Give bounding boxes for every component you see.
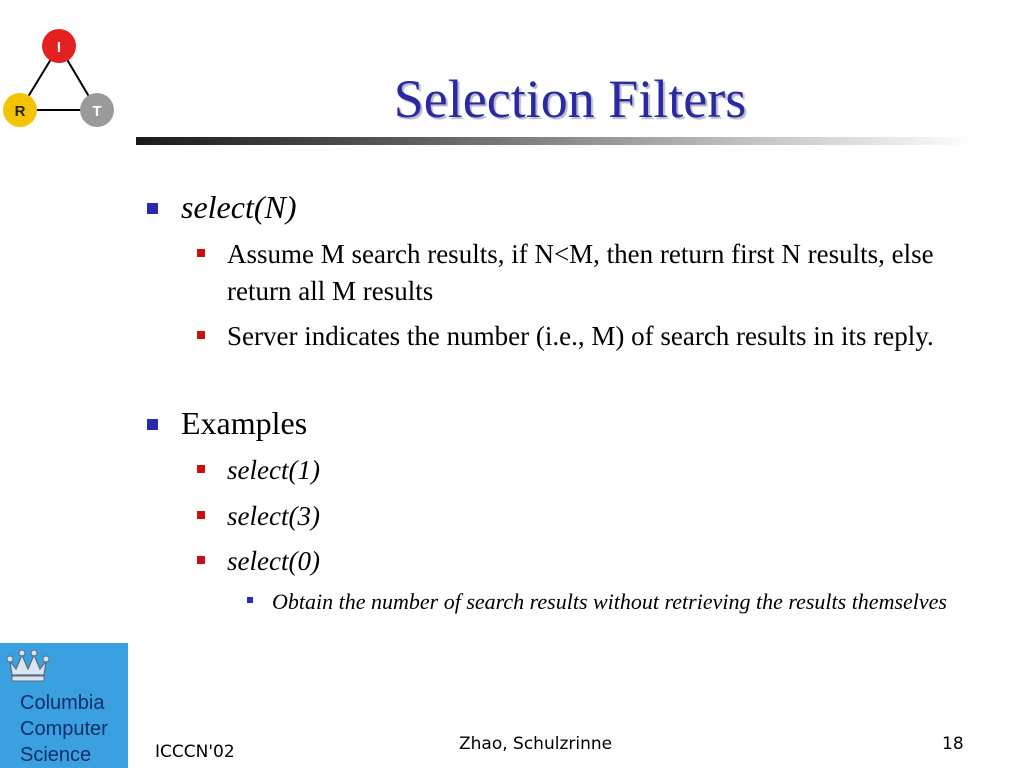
bullet-text: select(1) <box>227 455 320 485</box>
columbia-line: Science <box>20 744 92 766</box>
bullet-text: Examples <box>181 405 308 441</box>
logo-letter-r: R <box>14 103 26 120</box>
sub-bullet-select-1 <box>227 452 972 489</box>
bullet-marker <box>197 249 205 257</box>
bullet-marker <box>197 465 205 473</box>
bullet-marker <box>197 331 205 339</box>
bullet-text: Obtain the number of search results without retrieving the results themselves <box>272 589 947 614</box>
footer-authors: Zhao, Schulzrinne <box>459 734 613 754</box>
bullet-marker <box>147 419 158 430</box>
slide-title: Selection Filters <box>393 69 747 129</box>
columbia-line: Computer <box>20 718 108 740</box>
bullet-text: select(0) <box>227 546 320 576</box>
bullet-text: select(3) <box>227 501 320 531</box>
bullet-marker <box>197 556 205 564</box>
crown-icon <box>6 647 50 683</box>
footer-conference: ICCCN'02 <box>155 742 235 762</box>
columbia-logo <box>0 643 128 768</box>
sub-bullet-select-0 <box>227 543 972 580</box>
bullet-marker <box>147 203 158 214</box>
logo-letter-i: I <box>56 39 62 56</box>
bullet-marker <box>247 597 253 603</box>
sub-bullet-assume <box>227 236 972 310</box>
columbia-wordmark <box>20 690 108 768</box>
bullet-text: Server indicates the number (i.e., M) of search results in its reply. <box>227 321 934 351</box>
columbia-line: Columbia <box>20 692 105 714</box>
footer-page-number: 18 <box>942 734 964 754</box>
bullet-marker <box>197 511 205 519</box>
logo-letter-t: T <box>92 103 102 120</box>
bullet-examples <box>181 404 961 442</box>
bullet-text: select(N) <box>181 189 297 225</box>
sub-bullet-select-3 <box>227 498 972 535</box>
bullet-text: Assume M search results, if N<M, then return first N results, else return all M results <box>227 239 934 306</box>
sub-bullet-server <box>227 318 972 355</box>
sub-sub-bullet-obtain <box>272 586 962 617</box>
bullet-select-n <box>181 188 961 226</box>
